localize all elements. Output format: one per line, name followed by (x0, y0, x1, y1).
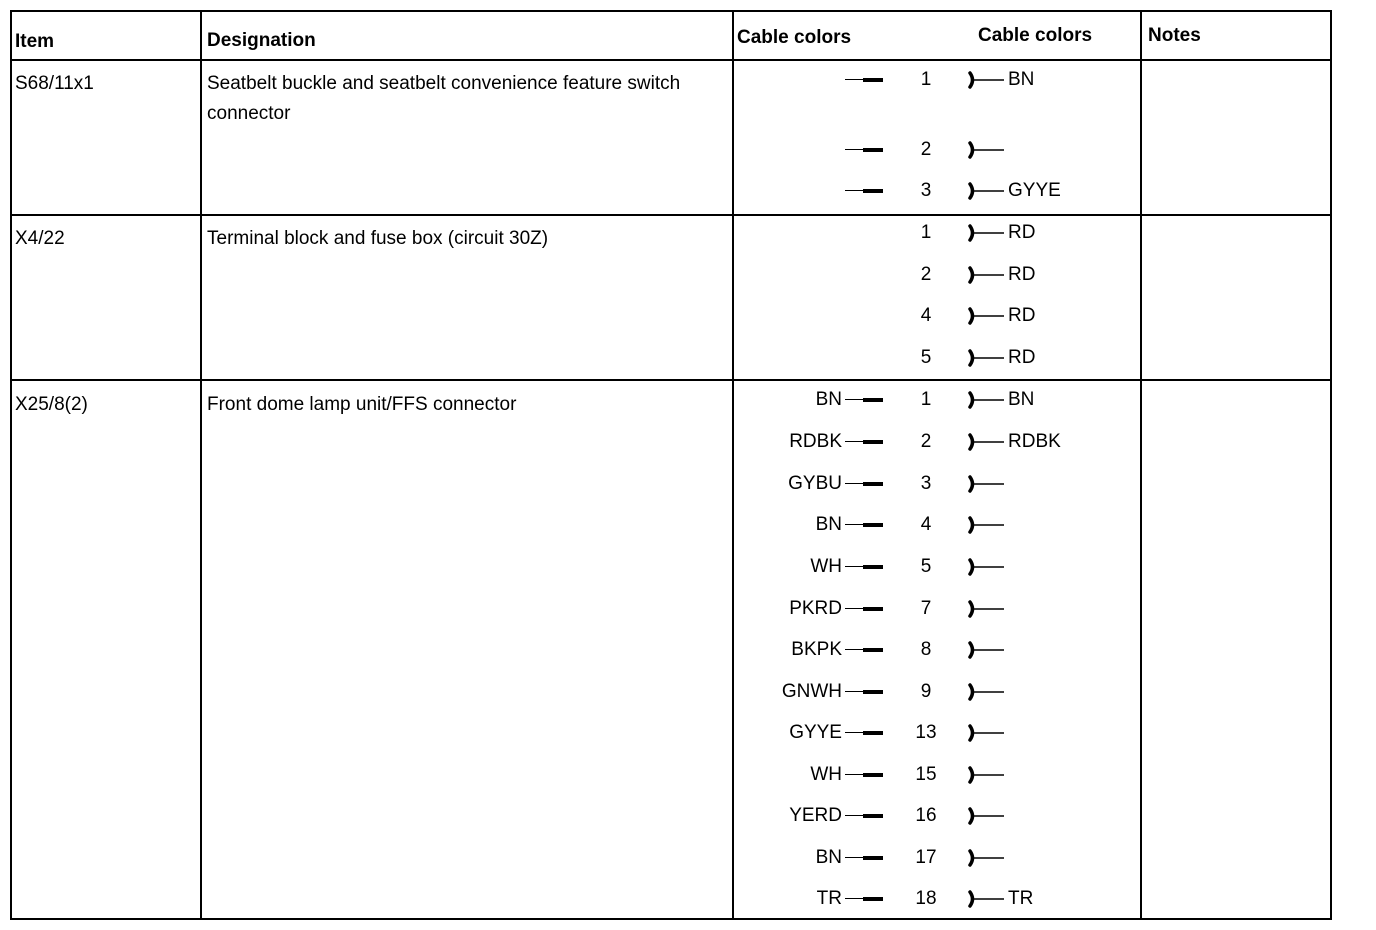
pin-number: 13 (915, 722, 937, 743)
pin-row (722, 136, 1130, 164)
pin-number: 5 (920, 347, 932, 368)
pin-number: 5 (920, 556, 932, 577)
socket-connector-icon (968, 599, 1004, 619)
right-cable-color: GYYE (1008, 180, 1061, 201)
row-divider (12, 214, 1330, 216)
pin-row (722, 636, 1130, 664)
plug-connector-icon (845, 731, 885, 735)
right-cable-color: RD (1008, 222, 1036, 243)
pin-row (722, 386, 1130, 414)
left-cable-color: WH (810, 556, 842, 577)
designation-label: Terminal block and fuse box (circuit 30Z) (207, 228, 549, 249)
plug-connector-icon (845, 523, 885, 527)
designation-label: Front dome lamp unit/FFS connector (207, 394, 517, 415)
socket-connector-icon (968, 140, 1004, 160)
pin-number: 3 (920, 473, 932, 494)
item-label: X25/8(2) (15, 394, 88, 415)
header-cable-colors-right: Cable colors (978, 25, 1093, 46)
right-cable-color: RD (1008, 264, 1036, 285)
header-notes: Notes (1148, 25, 1201, 46)
pin-row (722, 885, 1130, 913)
plug-connector-icon (845, 690, 885, 694)
right-cable-color: BN (1008, 69, 1035, 90)
socket-connector-icon (968, 806, 1004, 826)
plug-connector-icon (845, 148, 885, 152)
left-cable-color: GYBU (788, 473, 842, 494)
plug-connector-icon (845, 440, 885, 444)
row-divider (12, 59, 1330, 61)
plug-connector-icon (845, 482, 885, 486)
header-cable-colors-left: Cable colors (737, 27, 852, 48)
pin-number: 9 (920, 681, 932, 702)
socket-connector-icon (968, 723, 1004, 743)
plug-connector-icon (845, 897, 885, 901)
socket-connector-icon (968, 682, 1004, 702)
left-cable-color: GNWH (781, 681, 842, 702)
left-cable-color: WH (810, 764, 842, 785)
pin-number: 3 (920, 180, 932, 201)
socket-connector-icon (968, 390, 1004, 410)
left-cable-color: BN (815, 514, 842, 535)
pin-number: 2 (920, 139, 932, 160)
plug-connector-icon (845, 78, 885, 82)
socket-connector-icon (968, 889, 1004, 909)
socket-connector-icon (968, 474, 1004, 494)
left-cable-color: TR (816, 888, 842, 909)
row-divider (12, 379, 1330, 381)
socket-connector-icon (968, 640, 1004, 660)
pin-row (722, 553, 1130, 581)
pin-row (722, 844, 1130, 872)
pin-number: 16 (915, 805, 937, 826)
plug-connector-icon (845, 189, 885, 193)
plug-connector-icon (845, 398, 885, 402)
left-cable-color: PKRD (789, 598, 842, 619)
plug-connector-icon (845, 773, 885, 777)
pin-number: 1 (920, 69, 932, 90)
item-label: S68/11x1 (15, 73, 94, 94)
pin-row (722, 177, 1130, 205)
socket-connector-icon (968, 181, 1004, 201)
plug-connector-icon (845, 565, 885, 569)
pin-number: 2 (920, 264, 932, 285)
socket-connector-icon (968, 557, 1004, 577)
column-divider (200, 12, 202, 918)
pin-row (722, 428, 1130, 456)
pin-number: 1 (920, 222, 932, 243)
left-cable-color: YERD (789, 805, 842, 826)
left-cable-color: BKPK (791, 639, 842, 660)
right-cable-color: TR (1008, 888, 1034, 909)
pin-row (722, 719, 1130, 747)
pin-number: 17 (915, 847, 937, 868)
pin-row (722, 261, 1130, 289)
plug-connector-icon (845, 607, 885, 611)
socket-connector-icon (968, 515, 1004, 535)
pin-number: 4 (920, 514, 932, 535)
pin-number: 8 (920, 639, 932, 660)
left-cable-color: GYYE (789, 722, 842, 743)
right-cable-color: RDBK (1008, 431, 1061, 452)
pin-row (722, 219, 1130, 247)
plug-connector-icon (845, 856, 885, 860)
pin-number: 4 (920, 305, 932, 326)
left-cable-color: BN (815, 389, 842, 410)
pin-row (722, 344, 1130, 372)
socket-connector-icon (968, 265, 1004, 285)
socket-connector-icon (968, 432, 1004, 452)
pin-number: 1 (920, 389, 932, 410)
left-cable-color: RDBK (789, 431, 842, 452)
pin-number: 7 (920, 598, 932, 619)
right-cable-color: BN (1008, 389, 1035, 410)
right-cable-color: RD (1008, 305, 1036, 326)
item-label: X4/22 (15, 228, 65, 249)
pin-row (722, 302, 1130, 330)
socket-connector-icon (968, 765, 1004, 785)
connector-table (10, 10, 1332, 920)
pin-row (722, 678, 1130, 706)
pin-number: 15 (915, 764, 937, 785)
socket-connector-icon (968, 223, 1004, 243)
plug-connector-icon (845, 648, 885, 652)
pin-row (722, 470, 1130, 498)
column-divider (1140, 12, 1142, 918)
designation-label: Seatbelt buckle and seatbelt convenience feature switch connector (207, 73, 681, 124)
header-designation: Designation (207, 30, 316, 51)
socket-connector-icon (968, 848, 1004, 868)
pin-row (722, 802, 1130, 830)
pin-row (722, 66, 1130, 94)
pin-number: 18 (915, 888, 937, 909)
header-item: Item (15, 31, 55, 52)
socket-connector-icon (968, 70, 1004, 90)
socket-connector-icon (968, 348, 1004, 368)
pin-number: 2 (920, 431, 932, 452)
right-cable-color: RD (1008, 347, 1036, 368)
plug-connector-icon (845, 814, 885, 818)
pin-row (722, 511, 1130, 539)
pin-row (722, 595, 1130, 623)
socket-connector-icon (968, 306, 1004, 326)
pin-row (722, 761, 1130, 789)
left-cable-color: BN (815, 847, 842, 868)
